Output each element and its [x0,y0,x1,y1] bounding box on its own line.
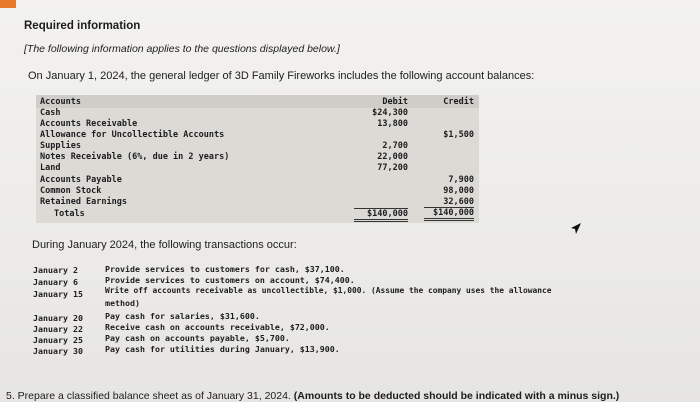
transaction-date: January 2 [33,265,78,275]
accent-bar [0,0,16,8]
transaction-description: Write off accounts receivable as uncollectible, $1,000. (Assume the company uses the allowance [105,286,552,295]
ledger-row-debit: 13,800 [377,119,408,129]
transaction-description: Pay cash for salaries, $31,600. [105,311,260,321]
ledger-row-debit: $24,300 [372,108,408,118]
intro-text: On January 1, 2024, the general ledger of 3D Family Fireworks includes the following account balances: [28,70,535,82]
transaction-date: January 25 [33,335,83,345]
question-prompt-text: 5. Prepare a classified balance sheet as of January 31, 2024. [6,390,291,402]
question-prompt-instruction: (Amounts to be deducted should be indicated with a minus sign.) [293,390,620,402]
transaction-date: January 22 [33,324,83,334]
transaction-date: January 20 [33,313,83,323]
ledger-table [36,95,479,223]
ledger-header-accounts: Accounts [40,97,81,107]
ledger-row-debit: 77,200 [377,163,408,173]
ledger-row-credit: 32,600 [424,197,474,208]
ledger-header-credit: Credit [443,97,474,107]
transaction-description: Pay cash on accounts payable, $5,700. [105,333,290,343]
transaction-description: Provide services to customers on account, $74,400. [105,275,355,285]
question-prompt [6,390,619,402]
transactions-intro: During January 2024, the following transactions occur: [32,239,297,251]
transaction-date: January 30 [33,346,83,356]
ledger-header-debit: Debit [382,97,408,107]
transaction-date: January 6 [33,277,78,287]
transaction-description: Pay cash for utilities during January, $13,900. [105,344,340,354]
required-info-note: [The following information applies to the questions displayed below.] [24,43,340,55]
ledger-totals-debit: $140,000 [354,208,408,222]
ledger-row-account: Cash [40,108,61,118]
ledger-row-debit: 22,000 [377,152,408,162]
ledger-row-account: Supplies [40,141,81,151]
transaction-description-continued: method) [105,298,140,308]
transaction-description: Receive cash on accounts receivable, $72,000. [105,322,330,332]
ledger-row-account: Allowance for Uncollectible Accounts [40,130,225,140]
transaction-date: January 15 [33,289,83,299]
ledger-row-credit: $1,500 [443,130,474,140]
ledger-row-credit: 98,000 [443,186,474,196]
ledger-row-debit: 2,700 [382,141,408,151]
mouse-cursor-icon [568,222,582,236]
ledger-row-credit: 7,900 [448,175,474,185]
ledger-totals-credit: $140,000 [424,208,474,221]
ledger-row-account: Land [40,163,61,173]
required-info-title: Required information [24,20,141,32]
ledger-header-row [36,95,479,108]
ledger-row-account: Retained Earnings [40,197,127,207]
ledger-row-account: Accounts Payable [40,175,122,185]
transaction-description: Provide services to customers for cash, $37,100. [105,264,345,274]
ledger-row-account: Notes Receivable (6%, due in 2 years) [40,152,230,162]
ledger-totals-label: Totals [54,209,85,219]
ledger-row-account: Accounts Receivable [40,119,138,129]
ledger-row-account: Common Stock [40,186,102,196]
